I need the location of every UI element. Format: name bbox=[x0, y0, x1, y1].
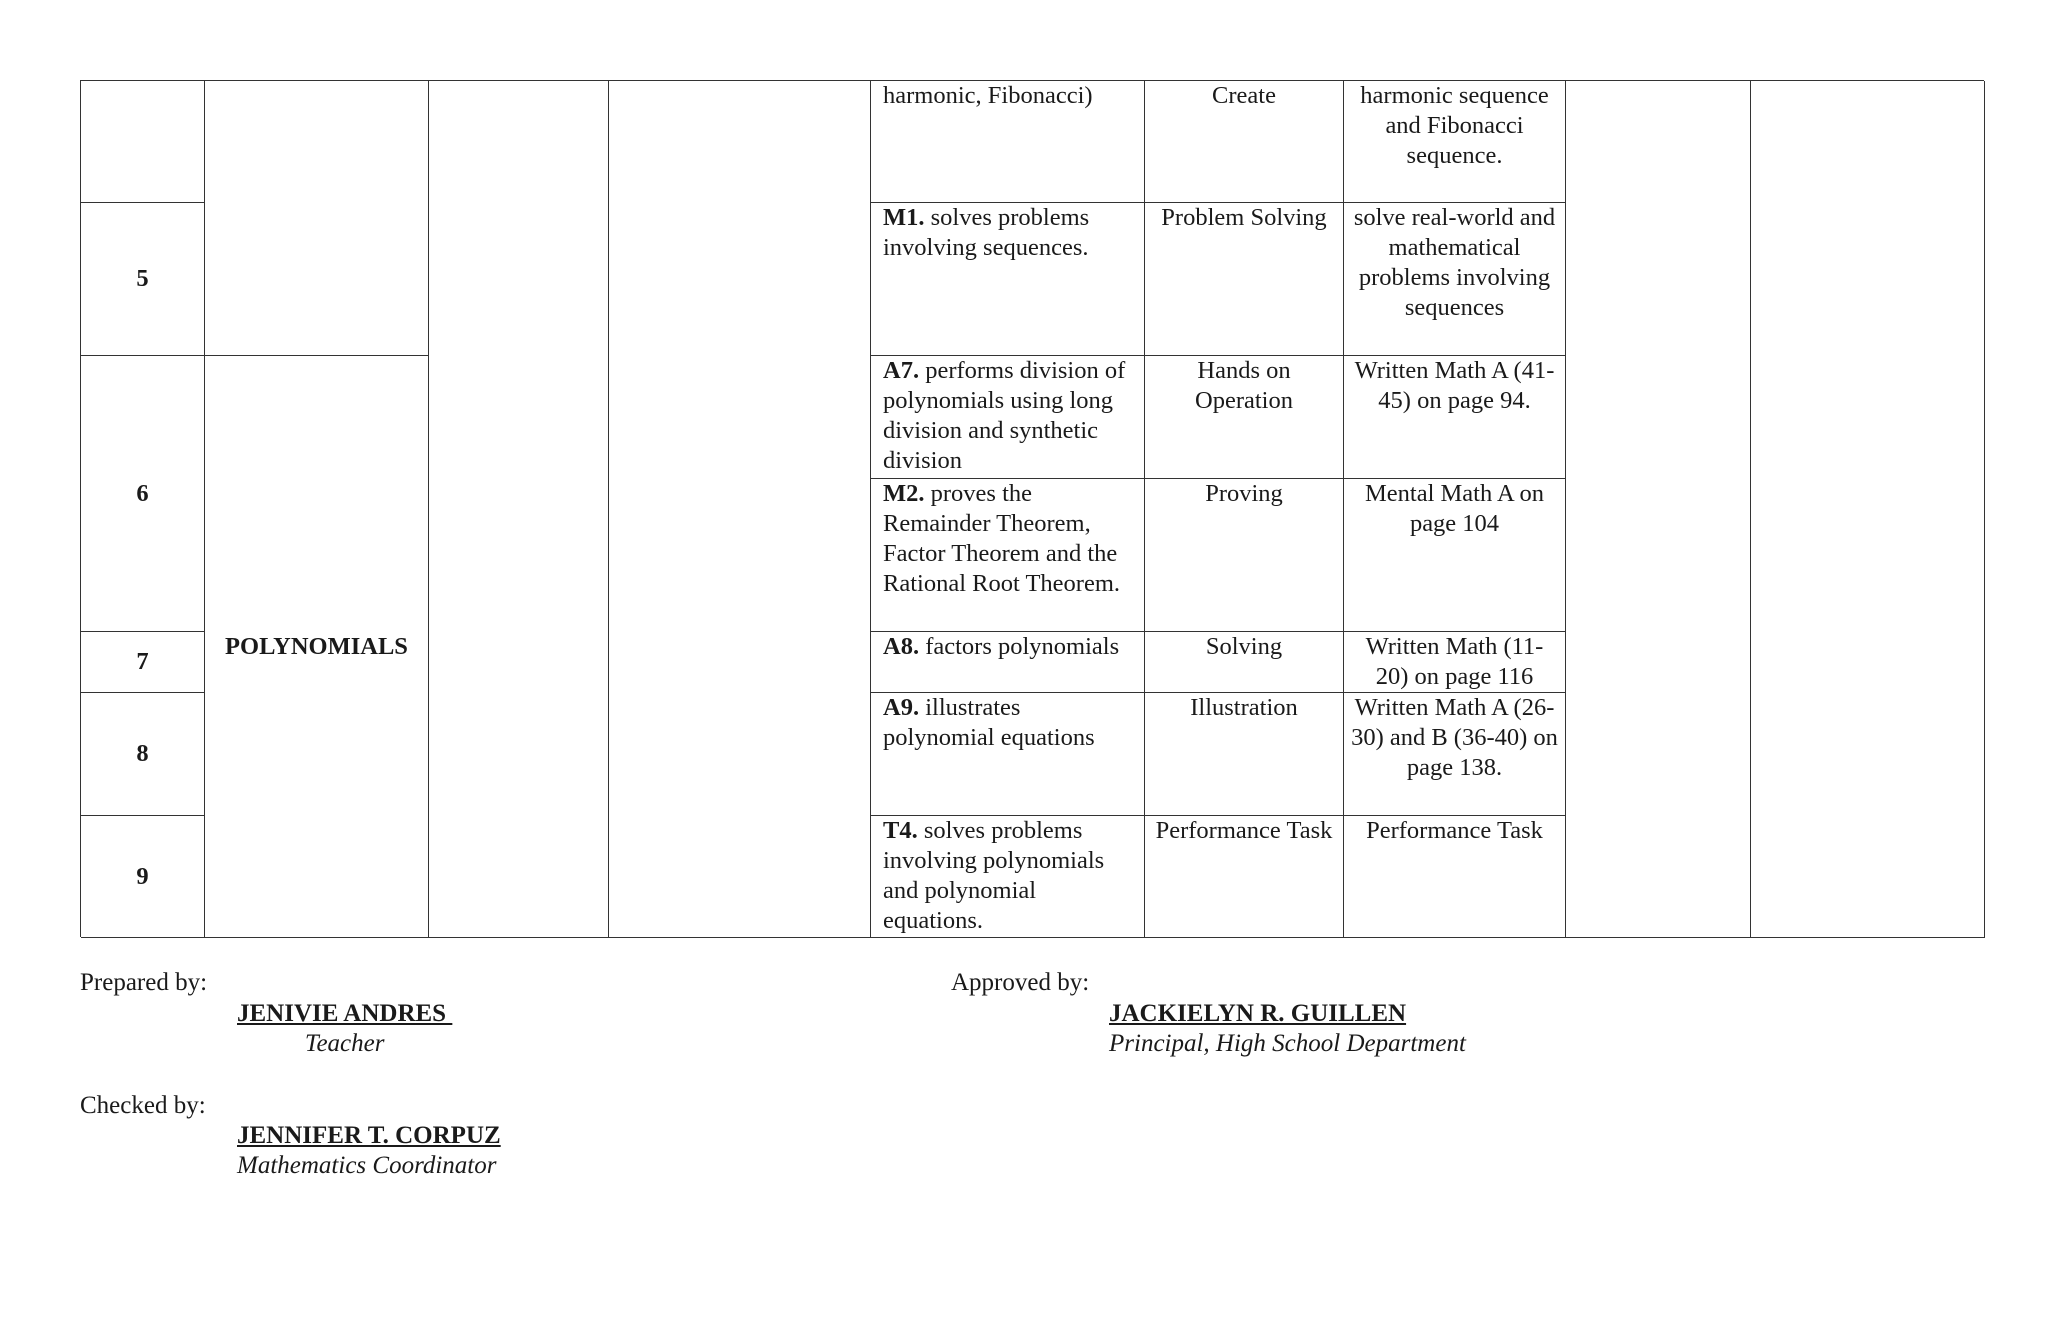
skill-cell: Illustration bbox=[1145, 693, 1344, 816]
approver-role: Principal, High School Department bbox=[1109, 1030, 1466, 1057]
week-number: 6 bbox=[81, 356, 205, 632]
checker-name: JENNIFER T. CORPUZ bbox=[237, 1122, 501, 1149]
competency-cell bbox=[871, 693, 1145, 816]
prepared-by-block bbox=[80, 968, 207, 998]
checked-by-label: Checked by: bbox=[80, 1092, 206, 1119]
prepared-by-signatory bbox=[237, 999, 452, 1059]
prepared-by-label: Prepared by: bbox=[80, 969, 208, 996]
topic-cell-sequences bbox=[205, 81, 429, 356]
competency-cell bbox=[871, 816, 1145, 938]
competency-text: harmonic, Fibonacci) bbox=[883, 82, 1093, 109]
competency-cell bbox=[871, 479, 1145, 632]
competency-cell bbox=[871, 203, 1145, 356]
approved-by-label: Approved by: bbox=[951, 969, 1090, 996]
assessment-cell: Performance Task bbox=[1344, 816, 1566, 938]
approved-by-signatory bbox=[1109, 999, 1466, 1059]
skill-cell: Proving bbox=[1145, 479, 1344, 632]
skill-cell: Solving bbox=[1145, 632, 1344, 693]
topic-title: POLYNOMIALS bbox=[205, 356, 429, 938]
assessment-cell: Mental Math A on page 104 bbox=[1344, 479, 1566, 632]
competency-code: A9. bbox=[883, 694, 920, 721]
week-number: 9 bbox=[81, 816, 205, 938]
competency-cell bbox=[871, 632, 1145, 693]
curriculum-table bbox=[80, 80, 1984, 937]
assessment-cell: Written Math A (41-45) on page 94. bbox=[1344, 356, 1566, 479]
preparer-name: JENIVIE ANDRES bbox=[237, 1000, 453, 1027]
skill-cell: Hands on Operation bbox=[1145, 356, 1344, 479]
checker-role: Mathematics Coordinator bbox=[237, 1152, 497, 1179]
competency-cell bbox=[871, 356, 1145, 479]
assessment-cell: harmonic sequence and Fibonacci sequence. bbox=[1344, 81, 1566, 203]
assessment-cell: solve real-world and mathematical problems involving sequences bbox=[1344, 203, 1566, 356]
preparer-role: Teacher bbox=[304, 1030, 385, 1057]
week-number: 5 bbox=[81, 203, 205, 356]
week-cell-continued bbox=[81, 81, 205, 203]
skill-cell: Problem Solving bbox=[1145, 203, 1344, 356]
competency-cell bbox=[871, 81, 1145, 203]
competency-code: T4. bbox=[883, 817, 918, 844]
week-number: 8 bbox=[81, 693, 205, 816]
competency-code: M2. bbox=[883, 480, 925, 507]
column-9-cell bbox=[1751, 81, 1985, 938]
competency-code: A7. bbox=[883, 357, 920, 384]
column-4-cell bbox=[609, 81, 871, 938]
column-3-cell bbox=[429, 81, 609, 938]
checked-by-signatory bbox=[237, 1121, 501, 1181]
competency-text: proves the Remainder Theorem, Factor Theorem and the Rational Root Theorem. bbox=[883, 480, 1121, 597]
checked-by-block bbox=[80, 1091, 206, 1121]
competency-code: M1. bbox=[883, 204, 925, 231]
week-number: 7 bbox=[81, 632, 205, 693]
assessment-cell: Written Math A (26-30) and B (36-40) on page 138. bbox=[1344, 693, 1566, 816]
skill-cell: Create bbox=[1145, 81, 1344, 203]
competency-text: factors polynomials bbox=[919, 633, 1120, 660]
skill-cell: Performance Task bbox=[1145, 816, 1344, 938]
assessment-cell: Written Math (11-20) on page 116 bbox=[1344, 632, 1566, 693]
competency-text: performs division of polynomials using long division and synthetic division bbox=[883, 357, 1126, 474]
competency-text: illustrates polynomial equations bbox=[883, 694, 1095, 751]
column-8-cell bbox=[1566, 81, 1751, 938]
competency-code: A8. bbox=[883, 633, 920, 660]
approver-name: JACKIELYN R. GUILLEN bbox=[1109, 1000, 1407, 1027]
approved-by-block bbox=[951, 968, 1089, 998]
competency-text: solves problems involving polynomials and polynomial equations. bbox=[883, 817, 1105, 934]
competency-text: solves problems involving sequences. bbox=[883, 204, 1090, 261]
